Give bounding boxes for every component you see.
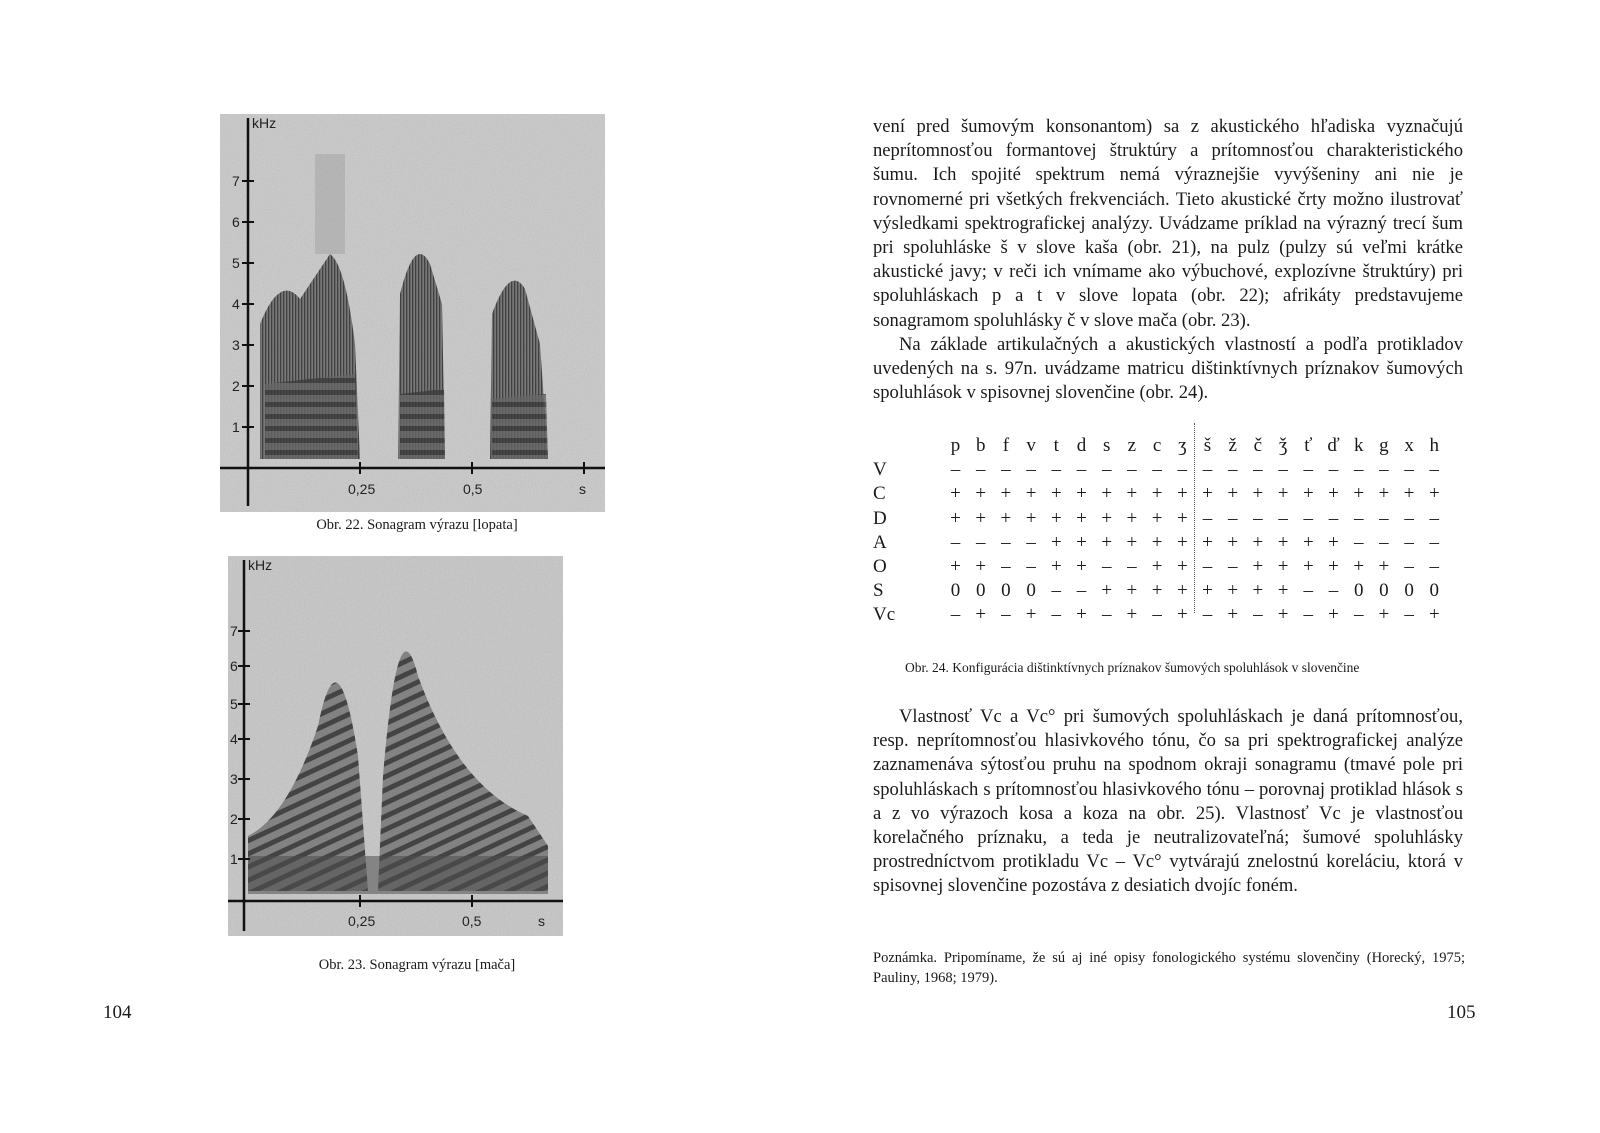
matrix-cell: – bbox=[1227, 459, 1238, 481]
matrix-cell: + bbox=[1176, 507, 1188, 529]
matrix-cell: + bbox=[975, 507, 987, 529]
matrix-cell: – bbox=[1177, 459, 1188, 481]
matrix-cell: – bbox=[975, 459, 986, 481]
matrix-cell: + bbox=[1025, 604, 1037, 626]
matrix-cell: + bbox=[1227, 531, 1239, 553]
y-tick-label: 3 bbox=[232, 337, 240, 353]
matrix-row-label: D bbox=[873, 507, 887, 529]
matrix-row bbox=[873, 604, 1478, 628]
matrix-header-cell: f bbox=[1002, 435, 1010, 456]
matrix-cell: – bbox=[1202, 459, 1213, 481]
matrix-cell: – bbox=[1303, 507, 1314, 529]
matrix-group-divider bbox=[1194, 423, 1195, 613]
matrix-cell: – bbox=[1001, 531, 1011, 553]
matrix-cell: – bbox=[1253, 507, 1263, 529]
matrix-cell: + bbox=[1076, 483, 1087, 505]
matrix-cell: – bbox=[1353, 604, 1364, 626]
matrix-cell: + bbox=[1353, 483, 1365, 505]
matrix-cell: + bbox=[1126, 580, 1138, 602]
y-tick-label: 3 bbox=[230, 771, 238, 787]
matrix-cell: – bbox=[1328, 580, 1339, 602]
matrix-cell: – bbox=[1026, 556, 1036, 577]
matrix-row-label: Vc bbox=[873, 604, 896, 626]
matrix-row-label: S bbox=[873, 580, 884, 602]
matrix-cell: – bbox=[1026, 531, 1036, 553]
x-tick-label: 0,5 bbox=[463, 481, 483, 497]
matrix-cell: + bbox=[1378, 556, 1390, 577]
matrix-cell: – bbox=[1127, 556, 1137, 577]
matrix-cell: – bbox=[1303, 604, 1314, 626]
matrix-cell: + bbox=[1328, 604, 1339, 626]
x-tick-label: 0,25 bbox=[348, 913, 376, 929]
matrix-cell: – bbox=[1051, 604, 1062, 626]
paragraph-3: Vlastnosť Vc a Vc° pri šumových spoluhláskach je daná prítomnosťou, resp. neprítomnosťou hlasivkového tónu, čo sa pri spektrografickej analýze zaznamenáva sýtosťou pruhu na spodnom okraji sonagramu (tmavé pole pri spoluhláskach s prítomnosťou hlasivkového tónu – porovnaj protiklad hlások s a z vo výrazoch kosa a koza na obr. 25). Vlastnosť Vc je vlastnosťou korelačného príznaku, a teda je neutralizovateľná; šumové spoluhlásky prostredníctvom protikladu Vc – Vc° vytvárajú znelostnú koreláciu, ktorá v spisovnej slovenčine pozostáva z desiatich dvojíc foném. bbox=[873, 706, 1463, 897]
y-tick-label: 7 bbox=[232, 173, 240, 189]
matrix-header-cell: d bbox=[1076, 435, 1087, 456]
matrix-header-cell: ʒ bbox=[1178, 435, 1187, 456]
matrix-header-cell: s bbox=[1102, 435, 1111, 456]
matrix-cell: – bbox=[950, 459, 961, 481]
matrix-cell: + bbox=[1428, 483, 1440, 505]
matrix-cell: + bbox=[1151, 556, 1163, 577]
matrix-cell: + bbox=[1302, 531, 1314, 553]
page-number-left: 104 bbox=[103, 1002, 132, 1023]
matrix-cell: – bbox=[1429, 531, 1440, 553]
y-axis-unit: kHz bbox=[252, 115, 277, 131]
matrix-cell: + bbox=[1202, 580, 1213, 602]
matrix-cell: + bbox=[975, 556, 987, 577]
x-tick-label: 0,25 bbox=[348, 481, 376, 497]
matrix-cell: 0 bbox=[1001, 580, 1011, 602]
matrix-cell: + bbox=[1277, 580, 1289, 602]
matrix-cell: + bbox=[1353, 556, 1365, 577]
matrix-cell: + bbox=[1302, 556, 1314, 577]
figure-23-caption: Obr. 23. Sonagram výrazu [mača] bbox=[318, 957, 516, 973]
figure-22-caption: Obr. 22. Sonagram výrazu [lopata] bbox=[316, 517, 518, 533]
matrix-header-cell: š bbox=[1203, 435, 1212, 456]
matrix-cell: – bbox=[1152, 604, 1162, 626]
matrix-cell: 0 bbox=[1429, 580, 1440, 602]
sonagram-figure-22 bbox=[220, 114, 605, 512]
footnote: Poznámka. Pripomíname, že sú aj iné opisy fonologického systému slovenčiny (Horecký, 1975; Pauliny, 1968; 1979). bbox=[873, 950, 1465, 986]
matrix-cell: – bbox=[1101, 556, 1112, 577]
matrix-cell: + bbox=[1277, 556, 1289, 577]
matrix-cell: + bbox=[1076, 531, 1087, 553]
matrix-cell: – bbox=[1429, 507, 1440, 529]
matrix-cell: – bbox=[1101, 459, 1112, 481]
matrix-cell: – bbox=[1202, 556, 1213, 577]
matrix-cell: – bbox=[1404, 507, 1414, 529]
matrix-cell: – bbox=[1051, 459, 1062, 481]
paragraph-2: Na základe artikulačných a akustických vlastností a podľa protikladov uvedených na s. 97n. uvádzame matricu dištinktívnych príznakov šumových spoluhlások v spisovnej slovenčine (obr. 24). bbox=[873, 333, 1463, 404]
matrix-cell: + bbox=[975, 604, 987, 626]
matrix-cell: + bbox=[1328, 531, 1339, 553]
matrix-cell: + bbox=[1101, 580, 1113, 602]
sonagram-figure-23 bbox=[228, 556, 563, 936]
matrix-cell: + bbox=[950, 483, 961, 505]
matrix-cell: – bbox=[1076, 580, 1087, 602]
matrix-cell: + bbox=[1176, 604, 1188, 626]
matrix-cell: – bbox=[1202, 604, 1213, 626]
matrix-header-cell: x bbox=[1404, 435, 1414, 456]
matrix-cell: – bbox=[1253, 459, 1263, 481]
y-tick-label: 4 bbox=[230, 731, 238, 747]
matrix-cell: + bbox=[1025, 507, 1037, 529]
matrix-header-cell: z bbox=[1127, 435, 1137, 456]
matrix-cell: + bbox=[1202, 483, 1213, 505]
matrix-cell: – bbox=[1278, 507, 1288, 529]
matrix-cell: – bbox=[1353, 507, 1364, 529]
matrix-cell: + bbox=[1277, 604, 1289, 626]
matrix-cell: + bbox=[1202, 531, 1213, 553]
matrix-cell: – bbox=[1328, 459, 1339, 481]
matrix-cell: – bbox=[1278, 459, 1288, 481]
matrix-cell: – bbox=[975, 531, 986, 553]
matrix-header-cell: b bbox=[975, 435, 986, 456]
matrix-cell: – bbox=[1101, 604, 1112, 626]
matrix-cell: + bbox=[1126, 531, 1138, 553]
page-number-right: 105 bbox=[1447, 1002, 1476, 1023]
y-tick-label: 5 bbox=[232, 255, 240, 271]
matrix-cell: – bbox=[1404, 459, 1414, 481]
matrix-row-label: A bbox=[873, 531, 887, 553]
matrix-cell: + bbox=[1176, 556, 1188, 577]
matrix-row-label: O bbox=[873, 556, 887, 577]
matrix-header-cell: p bbox=[950, 435, 961, 456]
matrix-cell: – bbox=[1379, 507, 1389, 529]
distinctive-features-matrix bbox=[873, 435, 1478, 635]
matrix-row bbox=[873, 580, 1478, 604]
matrix-header-row bbox=[873, 435, 1478, 459]
matrix-cell: + bbox=[1126, 604, 1138, 626]
matrix-cell: – bbox=[1303, 580, 1314, 602]
matrix-cell: 0 bbox=[1404, 580, 1414, 602]
matrix-cell: – bbox=[1379, 459, 1389, 481]
matrix-cell: + bbox=[1000, 507, 1012, 529]
y-tick-label: 6 bbox=[230, 658, 238, 674]
matrix-cell: 0 bbox=[1379, 580, 1389, 602]
matrix-cell: – bbox=[1227, 507, 1238, 529]
matrix-cell: + bbox=[1000, 483, 1012, 505]
y-tick-label: 1 bbox=[230, 851, 238, 867]
paragraph-1: vení pred šumovým konsonantom) sa z akustického hľadiska vyznačujú neprítomnosťou formantovej štruktúry a prítomnosťou charakteristického šumu. Ich spojité spektrum nemá výraznejšie vyvýšeniny ani nie je rovnomerné pri všetkých frekvenciách. Tieto akustické črty možno ilustrovať výsledkami spektrografickej analýzy. Uvádzame príklad na výrazný trecí šum pri spoluhláske š v slove kaša (obr. 21), na pulz (pulzy sú veľmi krátke akustické javy; v reči ich vnímame ako výbuchové, explozívne štruktúry) pri spoluhláskach p a t v slove lopata (obr. 22); afrikáty predstavujeme sonagramom spoluhlásky č v slove mača (obr. 23). bbox=[873, 116, 1463, 331]
y-tick-label: 1 bbox=[232, 419, 240, 435]
paragraph-3-block bbox=[873, 705, 1463, 899]
matrix-cell: – bbox=[1227, 556, 1238, 577]
x-tick-label: 0,5 bbox=[462, 913, 482, 929]
matrix-header-cell: h bbox=[1429, 435, 1440, 456]
matrix-cell: + bbox=[1328, 556, 1339, 577]
matrix-cell: – bbox=[1026, 459, 1036, 481]
matrix-cell: + bbox=[1101, 483, 1113, 505]
matrix-cell: + bbox=[1151, 531, 1163, 553]
matrix-cell: + bbox=[1227, 604, 1239, 626]
matrix-cell: + bbox=[1126, 507, 1138, 529]
matrix-cell: + bbox=[1378, 483, 1390, 505]
matrix-cell: – bbox=[1353, 531, 1364, 553]
matrix-row bbox=[873, 556, 1478, 580]
matrix-cell: + bbox=[975, 483, 987, 505]
matrix-cell: – bbox=[1253, 604, 1263, 626]
matrix-cell: + bbox=[950, 556, 961, 577]
matrix-header-cell: v bbox=[1026, 435, 1036, 456]
matrix-cell: – bbox=[1152, 459, 1162, 481]
matrix-header-cell: ǯ bbox=[1278, 435, 1288, 456]
matrix-cell: + bbox=[1076, 507, 1087, 529]
matrix-cell: + bbox=[1277, 531, 1289, 553]
matrix-header-cell: t bbox=[1053, 435, 1059, 456]
y-tick-label: 5 bbox=[230, 696, 238, 712]
x-axis-unit: s bbox=[538, 913, 545, 929]
matrix-cell: – bbox=[1404, 604, 1414, 626]
matrix-row bbox=[873, 459, 1478, 483]
matrix-cell: – bbox=[1001, 459, 1011, 481]
matrix-header-cell: k bbox=[1353, 435, 1364, 456]
matrix-cell: + bbox=[1076, 604, 1087, 626]
matrix-cell: – bbox=[1076, 459, 1087, 481]
matrix-cell: + bbox=[1050, 556, 1062, 577]
matrix-header-cell: ž bbox=[1228, 435, 1237, 456]
y-tick-label: 4 bbox=[232, 296, 240, 312]
matrix-cell: 0 bbox=[1353, 580, 1364, 602]
y-tick-label: 2 bbox=[230, 811, 238, 827]
matrix-cell: + bbox=[1176, 580, 1188, 602]
matrix-cell: + bbox=[1252, 483, 1264, 505]
matrix-cell: – bbox=[1404, 556, 1414, 577]
matrix-cell: – bbox=[1127, 459, 1137, 481]
matrix-row-label: V bbox=[873, 459, 887, 481]
matrix-cell: – bbox=[1001, 556, 1011, 577]
matrix-row bbox=[873, 532, 1478, 556]
matrix-cell: + bbox=[1403, 483, 1415, 505]
matrix-cell: + bbox=[1025, 483, 1037, 505]
matrix-cell: + bbox=[1151, 483, 1163, 505]
matrix-row bbox=[873, 508, 1478, 532]
matrix-cell: – bbox=[1303, 459, 1314, 481]
matrix-cell: + bbox=[1101, 507, 1113, 529]
matrix-cell: – bbox=[1328, 507, 1339, 529]
y-axis-unit: kHz bbox=[248, 557, 273, 573]
y-tick-label: 7 bbox=[230, 623, 238, 639]
matrix-cell: + bbox=[950, 507, 961, 529]
matrix-cell: + bbox=[1176, 531, 1188, 553]
matrix-cell: + bbox=[1050, 507, 1062, 529]
matrix-cell: – bbox=[1353, 459, 1364, 481]
matrix-cell: + bbox=[1252, 531, 1264, 553]
matrix-cell: + bbox=[1126, 483, 1138, 505]
matrix-header-cell: c bbox=[1152, 435, 1162, 456]
matrix-cell: + bbox=[1302, 483, 1314, 505]
matrix-header-cell: ď bbox=[1327, 435, 1340, 456]
matrix-cell: 0 bbox=[975, 580, 986, 602]
matrix-cell: + bbox=[1101, 531, 1113, 553]
matrix-cell: 0 bbox=[1026, 580, 1036, 602]
x-axis-unit: s bbox=[579, 481, 586, 497]
matrix-cell: + bbox=[1050, 531, 1062, 553]
matrix-cell: + bbox=[1252, 556, 1264, 577]
matrix-cell: + bbox=[1277, 483, 1289, 505]
matrix-cell: – bbox=[1404, 531, 1414, 553]
matrix-cell: – bbox=[1001, 604, 1011, 626]
matrix-cell: + bbox=[1428, 604, 1440, 626]
paragraph-1-block bbox=[873, 115, 1463, 405]
matrix-cell: – bbox=[950, 604, 961, 626]
matrix-cell: – bbox=[1429, 556, 1440, 577]
matrix-cell: + bbox=[1328, 483, 1339, 505]
figure-24-caption: Obr. 24. Konfigurácia dištinktívnych príznakov šumových spoluhlások v slovenčine bbox=[905, 660, 1360, 675]
matrix-cell: + bbox=[1151, 507, 1163, 529]
matrix-header-cell: ť bbox=[1304, 435, 1313, 456]
matrix-cell: – bbox=[950, 531, 961, 553]
matrix-cell: – bbox=[1429, 459, 1440, 481]
matrix-cell: – bbox=[1051, 580, 1062, 602]
matrix-cell: + bbox=[1076, 556, 1087, 577]
matrix-cell: + bbox=[1378, 604, 1390, 626]
matrix-header-cell: g bbox=[1379, 435, 1389, 456]
matrix-header-cell: č bbox=[1253, 435, 1263, 456]
y-tick-label: 6 bbox=[232, 214, 240, 230]
matrix-cell: + bbox=[1151, 580, 1163, 602]
y-tick-label: 2 bbox=[232, 378, 240, 394]
matrix-row-label: C bbox=[873, 483, 886, 505]
matrix-row bbox=[873, 483, 1478, 507]
matrix-cell: + bbox=[1176, 483, 1188, 505]
matrix-cell: + bbox=[1227, 483, 1239, 505]
matrix-cell: – bbox=[1379, 531, 1389, 553]
matrix-cell: + bbox=[1227, 580, 1239, 602]
matrix-cell: 0 bbox=[950, 580, 961, 602]
matrix-cell: + bbox=[1050, 483, 1062, 505]
matrix-cell: + bbox=[1252, 580, 1264, 602]
matrix-cell: – bbox=[1202, 507, 1213, 529]
